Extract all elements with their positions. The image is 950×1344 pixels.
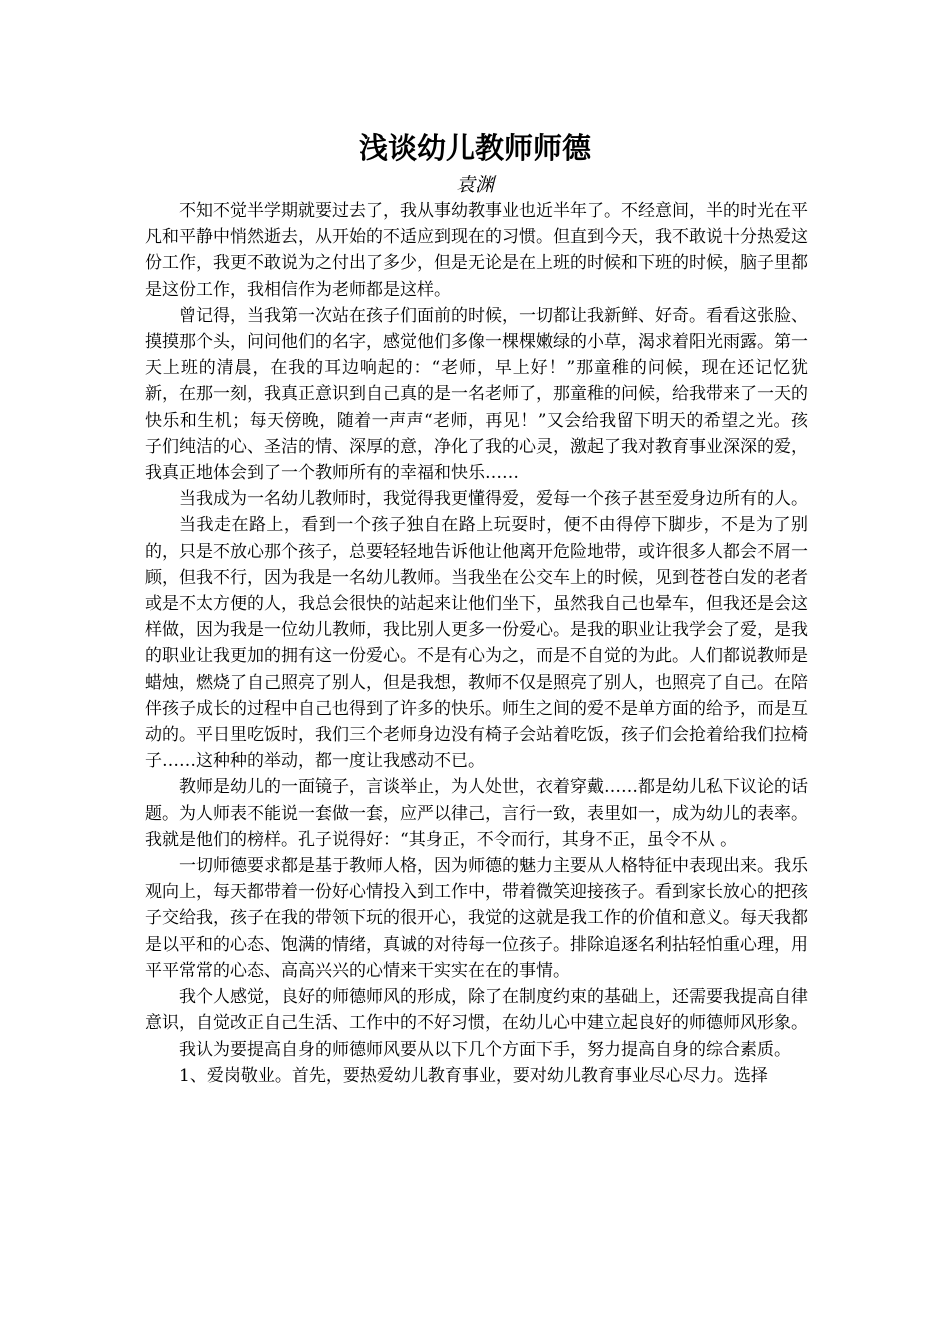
- paragraph: 我个人感觉，良好的师德师风的形成，除了在制度约束的基础上，还需要我提高自律意识，自觉改正自己生活、工作中的不好习惯，在幼儿心中建立起良好的师德师风形象。: [145, 987, 808, 1034]
- paragraph: 1、爱岗敬业。首先，要热爱幼儿教育事业，要对幼儿教育事业尽心尽力。选择: [179, 1065, 768, 1086]
- document-author: 袁渊: [455, 174, 494, 196]
- paragraph: 当我走在路上，看到一个孩子独自在路上玩耍时，便不由得停下脚步，不是为了别的，只是不放心那个孩子，总要轻轻地告诉他让他离开危险地带，或许很多人都会不屑一顾，但我不行，因为我是一名幼儿教师。当我坐在公交车上的时候，见到苍苍白发的老者或是不太方便的人，我总会很快的站起来让他们坐下，虽然我自己也晕车，但我还是会这样做，因为我是一位幼儿教师，我比别人更多一份爱心。是我的职业让我学会了爱，是我的职业让我更加的拥有这一份爱心。不是有心为之，而是不自觉的为此。人们都说教师是蜡烛，燃烧了自己照亮了别人，但是我想，教师不仅是照亮了别人，也照亮了自己。在陪伴孩子成长的过程中自己也得到了许多的快乐。师生之间的爱不是单方面的给予，而是互动的。平日里吃饭时，我们三个老师身边没有椅子会站着吃饭，孩子们会抢着给我们拉椅子……这种种的举动，都一度让我感动不已。: [145, 515, 808, 772]
- paragraph: 当我成为一名幼儿教师时，我觉得我更懂得爱，爱每一个孩子甚至爱身边所有的人。: [179, 489, 808, 510]
- paragraph: 曾记得，当我第一次站在孩子们面前的时候，一切都让我新鲜、好奇。看看这张脸、摸摸那个头，问问他们的名字，感觉他们多像一棵棵嫩绿的小草，渴求着阳光雨露。第一天上班的清晨，在我的耳边响起的：“老师，早上好！”那童稚的问候，现在还记忆犹新，在那一刻，我真正意识到自己真的是一名老师了，那童稚的问候，给我带来了一天的快乐和生机；每天傍晚，随着一声声“老师，再见！”又会给我留下明天的希望之光。孩子们纯洁的心、圣洁的情、深厚的意，净化了我的心灵，激起了我对教育事业深深的爱，我真正地体会到了一个教师所有的幸福和快乐……: [145, 305, 808, 484]
- paragraph: 我认为要提高自身的师德师风要从以下几个方面下手，努力提高自身的综合素质。: [179, 1039, 791, 1060]
- paragraph: 教师是幼儿的一面镜子，言谈举止，为人处世，衣着穿戴……都是幼儿私下议论的话题。为人师表不能说一套做一套，应严以律己，言行一致，表里如一，成为幼儿的表率。我就是他们的榜样。孔子说得好：“其身正，不令而行，其身不正，虽令不从 。: [145, 777, 808, 850]
- document-body: [145, 198, 808, 1089]
- paragraph: 不知不觉半学期就要过去了，我从事幼教事业也近半年了。不经意间，半的时光在平凡和平静中悄然逝去，从开始的不适应到现在的习惯。但直到今天，我不敢说十分热爱这份工作，我更不敢说为之付出了多少，但是无论是在上班的时候和下班的时候，脑子里都是这份工作，我相信作为老师都是这样。: [145, 201, 808, 300]
- document-title: 浅谈幼儿教师师德: [358, 131, 591, 165]
- paragraph: 一切师德要求都是基于教师人格，因为师德的魅力主要从人格特征中表现出来。我乐观向上，每天都带着一份好心情投入到工作中，带着微笑迎接孩子。看到家长放心的把孩子交给我，孩子在我的带领下玩的很开心，我觉的这就是我工作的价值和意义。每天我都是以平和的心态、饱满的情绪，真诚的对待每一位孩子。排除追逐名利拈轻怕重心理，用平平常常的心态、高高兴兴的心情来干实实在在的事情。: [145, 856, 808, 981]
